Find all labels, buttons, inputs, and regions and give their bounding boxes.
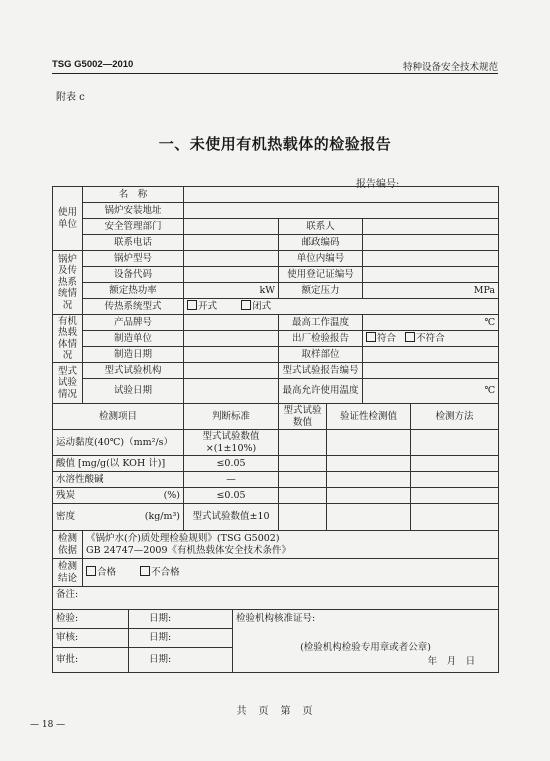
postcode-value[interactable] (363, 235, 499, 251)
appendix-label: 附表 c (56, 92, 85, 103)
open-label: 开式 (198, 301, 218, 312)
test-item: 密度 (56, 511, 76, 522)
power-label: 额定热功率 (83, 283, 184, 299)
brand-value[interactable] (184, 315, 279, 331)
conclusion-label: 检测结论 (53, 559, 83, 587)
test-typetest-value[interactable] (279, 472, 327, 488)
test-standard: ≤0.05 (184, 456, 279, 472)
maker-value[interactable] (184, 331, 279, 347)
test-item-cell (53, 504, 184, 531)
col-standard: 判断标准 (184, 404, 279, 430)
test-method[interactable] (411, 488, 499, 504)
col-method: 检测方法 (411, 404, 499, 430)
test-typetest-value[interactable] (279, 504, 327, 531)
typetest-report-value[interactable] (363, 363, 499, 379)
test-method[interactable] (411, 472, 499, 488)
stamp-note: (检验机构检验专用章或者公章) (300, 642, 431, 653)
device-code-value[interactable] (184, 267, 279, 283)
dept-row (53, 219, 499, 235)
maker-label: 制造单位 (83, 331, 184, 347)
test-row (53, 472, 499, 488)
brand-label: 产品牌号 (83, 315, 184, 331)
pressure-value[interactable] (363, 283, 499, 299)
typetest-date-value[interactable] (184, 379, 279, 404)
test-row (53, 504, 499, 531)
test-method[interactable] (411, 504, 499, 531)
stamp-area (233, 629, 499, 673)
dept-value[interactable] (184, 219, 279, 235)
power-value[interactable] (184, 283, 279, 299)
boiler-model-row (53, 251, 499, 267)
spec-code: TSG G5002—2010 (52, 59, 134, 70)
inspection-report-form (52, 186, 499, 673)
typetest-org-value[interactable] (184, 363, 279, 379)
remarks[interactable] (53, 587, 499, 610)
system-type-label: 传热系统型式 (83, 299, 184, 315)
test-item: 酸值 [mg/g(以 KOH 计)] (53, 456, 184, 472)
user-group-label: 使用单位 (53, 187, 83, 251)
reg-no-value[interactable] (363, 267, 499, 283)
typetest-org-row (53, 363, 499, 379)
phone-row (53, 235, 499, 251)
page-count: 共 页 第 页 (236, 706, 314, 717)
test-verify-value[interactable] (327, 488, 411, 504)
header-rule (52, 73, 498, 74)
conclusion-options (83, 559, 499, 587)
test-row (53, 488, 499, 504)
closed-label: 闭式 (252, 301, 272, 312)
typetest-date-row (53, 379, 499, 404)
test-item: 水溶性酸碱 (53, 472, 184, 488)
manufacture-date-value[interactable] (184, 347, 279, 363)
pressure-label: 额定压力 (279, 283, 363, 299)
test-verify-value[interactable] (327, 430, 411, 456)
stamp-date: 年 月 日 (427, 656, 476, 667)
page-title: 一、未使用有机热载体的检验报告 (158, 135, 392, 153)
sampling-value[interactable] (363, 347, 499, 363)
approve-date-label: 日期: (129, 648, 233, 673)
manufacture-date-label: 制造日期 (83, 347, 184, 363)
approver-label: 审批: (53, 648, 129, 673)
test-typetest-value[interactable] (279, 430, 327, 456)
nonconform-checkbox[interactable] (405, 332, 415, 342)
power-row (53, 283, 499, 299)
cert-no-label: 检验机构核准证号: (233, 610, 499, 629)
internal-no-value[interactable] (363, 251, 499, 267)
page-number: — 18 — (30, 720, 66, 730)
reg-no-label: 使用登记证编号 (279, 267, 363, 283)
basis-label: 检测依据 (53, 531, 83, 559)
system-type-options (184, 299, 499, 315)
test-item: 残炭 (56, 489, 76, 501)
maker-row (53, 331, 499, 347)
inspect-sign-row (53, 610, 499, 629)
internal-no-label: 单位内编号 (279, 251, 363, 267)
test-typetest-value[interactable] (279, 456, 327, 472)
max-temp-unit: ℃ (484, 316, 496, 328)
remarks-label: 备注: (56, 589, 79, 600)
test-row (53, 456, 499, 472)
power-unit: kW (259, 284, 276, 296)
basis-line-1: 《锅炉水(介)质处理检验规则》(TSG G5002) (86, 532, 280, 544)
test-item-cell (53, 488, 184, 504)
test-standard: 型式试验数值×(1±10%) (184, 430, 279, 456)
basis-line-2: GB 24747—2009《有机热载体安全技术条件》 (86, 544, 291, 556)
test-verify-value[interactable] (327, 456, 411, 472)
test-standard: — (184, 472, 279, 488)
address-row (53, 203, 499, 219)
address-label: 锅炉安装地址 (83, 203, 184, 219)
max-allowed-temp-label: 最高允许使用温度 (279, 379, 363, 404)
test-typetest-value[interactable] (279, 488, 327, 504)
test-unit: (kg/m³) (144, 511, 181, 522)
brand-row (53, 315, 499, 331)
typetest-report-label: 型式试验报告编号 (279, 363, 363, 379)
phone-value[interactable] (184, 235, 279, 251)
review-sign-row (53, 629, 499, 648)
conclusion-row (53, 559, 499, 587)
col-typetest-value: 型式试验数值 (279, 404, 327, 430)
test-method[interactable] (411, 456, 499, 472)
conform-label: 符合 (377, 333, 397, 344)
contact-label: 联系人 (279, 219, 363, 235)
spec-title: 特种设备安全技术规范 (402, 62, 498, 73)
review-date-label: 日期: (129, 629, 233, 648)
name-label: 名 称 (83, 187, 184, 203)
fail-checkbox[interactable] (140, 566, 150, 576)
device-code-row (53, 267, 499, 283)
contact-value[interactable] (363, 219, 499, 235)
pressure-unit: MPa (473, 284, 496, 296)
name-value[interactable] (184, 187, 499, 203)
test-standard: ≤0.05 (184, 488, 279, 504)
address-value[interactable] (184, 203, 499, 219)
dept-label: 安全管理部门 (83, 219, 184, 235)
factory-report-label: 出厂检验报告 (279, 331, 363, 347)
col-verify-value: 验证性检测值 (327, 404, 411, 430)
max-allowed-temp-unit: ℃ (484, 385, 496, 396)
open-checkbox[interactable] (187, 300, 197, 310)
model-value[interactable] (184, 251, 279, 267)
typetest-org-label: 型式试验机构 (83, 363, 184, 379)
device-code-label: 设备代码 (83, 267, 184, 283)
test-unit: (%) (163, 489, 181, 501)
col-item: 检测项目 (53, 404, 184, 430)
inspect-date-label: 日期: (129, 610, 233, 629)
conform-checkbox[interactable] (366, 332, 376, 342)
nonconform-label: 不符合 (416, 333, 445, 344)
max-allowed-temp-value[interactable] (363, 379, 499, 404)
max-temp-value[interactable] (363, 315, 499, 331)
inspector-label: 检验: (53, 610, 129, 629)
reviewer-label: 审核: (53, 629, 129, 648)
typetest-date-label: 试验日期 (83, 379, 184, 404)
test-item: 运动黏度(40℃)（mm²/s） (53, 430, 184, 456)
user-name-row (53, 187, 499, 203)
remarks-row (53, 587, 499, 610)
postcode-label: 邮政编码 (279, 235, 363, 251)
pass-label: 合格 (97, 567, 117, 578)
test-verify-value[interactable] (327, 472, 411, 488)
basis-row (53, 531, 499, 559)
basis-text (83, 531, 499, 559)
factory-report-options (363, 331, 499, 347)
model-label: 锅炉型号 (83, 251, 184, 267)
date-row (53, 347, 499, 363)
fail-label: 不合格 (151, 567, 180, 578)
pass-checkbox[interactable] (86, 566, 96, 576)
report-number-label: 报告编号: (356, 179, 400, 190)
test-method[interactable] (411, 430, 499, 456)
fluid-group-label: 有机热载体情况 (53, 315, 83, 363)
phone-label: 联系电话 (83, 235, 184, 251)
sampling-label: 取样部位 (279, 347, 363, 363)
tests-header-row (53, 404, 499, 430)
test-standard: 型式试验数值±10 (184, 504, 279, 531)
test-row (53, 430, 499, 456)
typetest-group-label: 型式试验情况 (53, 363, 83, 404)
test-verify-value[interactable] (327, 504, 411, 531)
system-type-row (53, 299, 499, 315)
max-temp-label: 最高工作温度 (279, 315, 363, 331)
boiler-group-label: 锅炉及传热系统情况 (53, 251, 83, 315)
closed-checkbox[interactable] (241, 300, 251, 310)
